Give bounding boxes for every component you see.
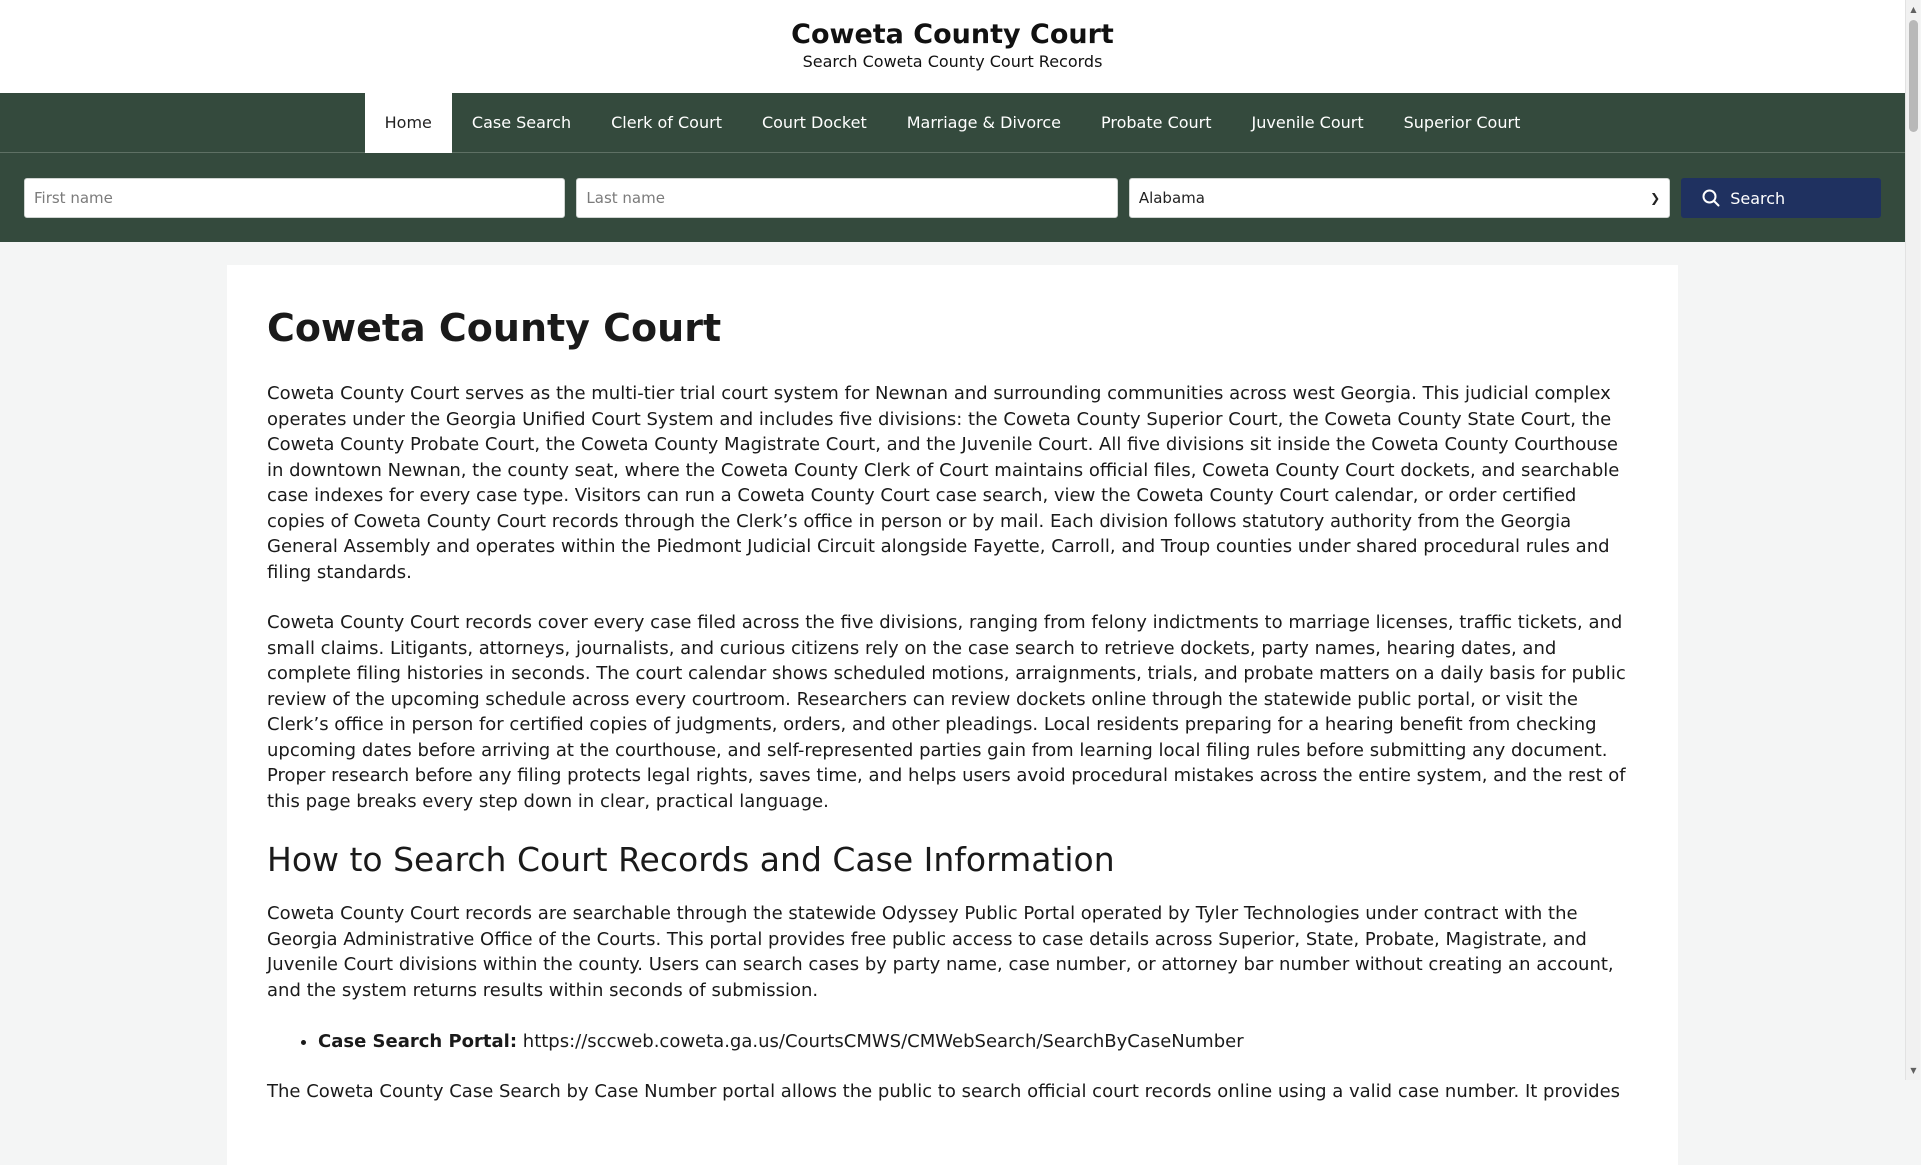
scroll-thumb[interactable]	[1909, 20, 1918, 132]
nav-item-probate-court[interactable]: Probate Court	[1101, 113, 1212, 132]
nav-item-court-docket[interactable]: Court Docket	[761, 113, 867, 132]
section-paragraph: Coweta County Court records are searchable through the statewide Odyssey Public Portal operated by Tyler Technologies under contract with the Georgia Administrative Office of the Courts. This portal provides free public access to case details across Superior, State, Probate, Magistrate, and Juvenile Court divisions within the county. Users can search cases by party name, case number, or attorney bar number without creating an account, and the system returns results within seconds of submission.	[267, 903, 1614, 1001]
nav-item-juvenile-court[interactable]: Juvenile Court	[1251, 113, 1364, 132]
nav-item-marriage-divorce[interactable]: Marriage & Divorce	[906, 113, 1062, 132]
list-item	[318, 1029, 1638, 1054]
site-title: Coweta County Court	[791, 19, 1114, 50]
main-nav	[0, 93, 1905, 153]
nav-item-case-search[interactable]: Case Search	[471, 113, 572, 132]
nav-item-clerk-of-court[interactable]: Clerk of Court	[611, 113, 722, 132]
nav-list	[365, 93, 1541, 153]
scroll-up-arrow-icon[interactable]: ▲	[1910, 5, 1917, 14]
nav-item-home[interactable]: Home	[365, 93, 452, 153]
page-heading: Coweta County Court	[267, 306, 722, 350]
people-search-bar	[0, 153, 1905, 242]
site-header	[0, 0, 1905, 93]
state-select[interactable]	[1129, 178, 1670, 218]
nav-item-superior-court[interactable]: Superior Court	[1403, 113, 1521, 132]
link-list	[267, 1029, 1638, 1054]
section-heading: How to Search Court Records and Case Information	[267, 840, 1115, 879]
trailing-paragraph: The Coweta County Case Search by Case Number portal allows the public to search official court records online using a valid case number. It provides	[267, 1081, 1621, 1102]
scroll-down-arrow-icon[interactable]: ▼	[1910, 1066, 1917, 1075]
list-item-label: Case Search Portal:	[318, 1031, 518, 1052]
records-paragraph: Coweta County Court records cover every case filed across the five divisions, ranging from felony indictments to marriage licenses, traffic tickets, and small claims. Litigants, attorneys, journalists, and curious citizens rely on the case search to retrieve dockets, party names, hearing dates, and complete filing histories in seconds. The court calendar shows scheduled motions, arraignments, trials, and probate matters on a daily basis for public review of the upcoming schedule across every courtroom. Researchers can review dockets online through the statewide public portal, or visit the Clerk’s office in person for certified copies of judgments, orders, and other pleadings. Local residents preparing for a hearing benefit from checking upcoming dates before arriving at the courthouse, and self-represented parties gain from learning local filing rules before submitting any document. Proper research before any filing protects legal rights, saves time, and helps users avoid procedural mistakes across the entire system, and the rest of this page breaks every step down in clear, practical language.	[267, 612, 1626, 812]
intro-paragraph: Coweta County Court serves as the multi-tier trial court system for Newnan and surrounding communities across west Georgia. This judicial complex operates under the Georgia Unified Court System and includes five divisions: the Coweta County Superior Court, the Coweta County State Court, the Coweta County Probate Court, the Coweta County Magistrate Court, and the Juvenile Court. All five divisions sit inside the Coweta County Courthouse in downtown Newnan, the county seat, where the Coweta County Clerk of Court maintains official files, Coweta County Court dockets, and searchable case indexes for every case type. Visitors can run a Coweta County Court case search, view the Coweta County Court calendar, or order certified copies of Coweta County Court records through the Clerk’s office in person or by mail. Each division follows statutory authority from the Georgia General Assembly and operates within the Piedmont Judicial Circuit alongside Fayette, Carroll, and Troup counties under shared procedural rules and filing standards.	[267, 383, 1620, 583]
main-content	[227, 265, 1678, 1165]
last-name-input[interactable]	[576, 178, 1117, 218]
first-name-input[interactable]	[24, 178, 565, 218]
search-button[interactable]	[1681, 178, 1881, 218]
site-subtitle: Search Coweta County Court Records	[802, 52, 1103, 71]
search-button-label: Search	[1730, 188, 1786, 208]
state-select-value: Alabama	[1138, 189, 1205, 207]
case-search-portal-link[interactable]: https://sccweb.coweta.ga.us/CourtsCMWS/CMWebSearch/SearchByCaseNumber	[522, 1031, 1244, 1052]
chevron-down-icon: ❯	[1650, 191, 1661, 205]
search-icon	[1702, 189, 1720, 207]
vertical-scrollbar[interactable]	[1905, 0, 1920, 1080]
